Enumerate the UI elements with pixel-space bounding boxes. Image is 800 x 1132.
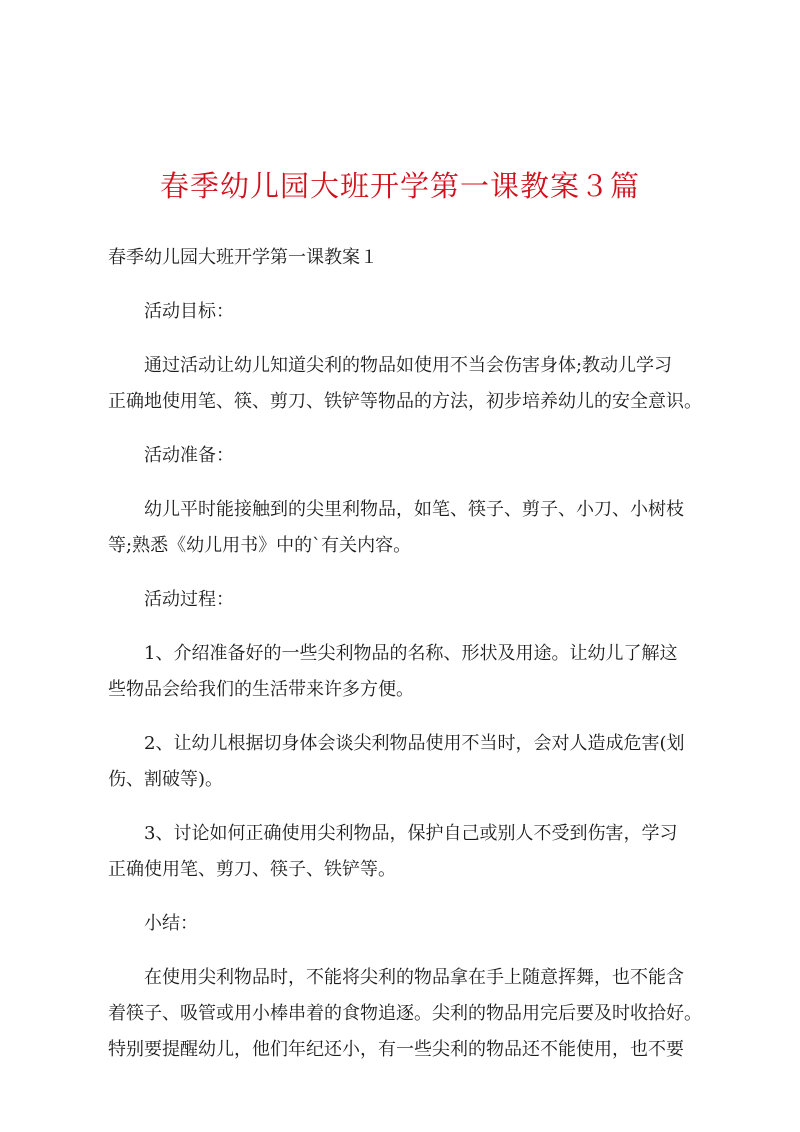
document-title: 春季幼儿园大班开学第一课教案３篇 — [159, 169, 640, 203]
paragraph-line: 1、介绍准备好的一些尖利物品的名称、形状及用途。让幼儿了解这 — [144, 643, 678, 664]
paragraph-line: 幼儿平时能接触到的尖里利物品，如笔、筷子、剪子、小刀、小树枝 — [144, 499, 684, 520]
paragraph-line: 等;熟悉《幼儿用书》中的`有关内容。 — [108, 535, 412, 556]
paragraph-line: 2、让幼儿根据切身体会谈尖利物品使用不当时，会对人造成危害(划 — [144, 733, 685, 754]
subheading-objectives: 活动目标： — [144, 301, 234, 322]
subheading-summary: 小结： — [144, 913, 198, 934]
paragraph-line: 通过活动让幼儿知道尖利的物品如使用不当会伤害身体;教动儿学习 — [144, 355, 673, 376]
paragraph-line: 3、讨论如何正确使用尖利物品，保护自己或别人不受到伤害，学习 — [144, 823, 678, 844]
document-body — [108, 240, 704, 1068]
paragraph-line: 特别要提醒幼儿，他们年纪还小，有一些尖利的物品还不能使用，也不要 — [108, 1039, 684, 1060]
paragraph-line: 在使用尖利物品时，不能将尖利的物品拿在手上随意挥舞，也不能含 — [144, 967, 684, 988]
subheading-preparation: 活动准备： — [144, 445, 234, 466]
paragraph-line: 些物品会给我们的生活带来许多方便。 — [108, 679, 414, 700]
paragraph-line: 正确地使用笔、筷、剪刀、铁铲等物品的方法，初步培养幼儿的安全意识。 — [108, 391, 702, 412]
section-heading: 春季幼儿园大班开学第一课教案１ — [108, 247, 378, 268]
paragraph-line: 伤、割破等)。 — [108, 769, 224, 790]
subheading-process: 活动过程： — [144, 589, 234, 610]
paragraph-line: 着筷子、吸管或用小棒串着的食物追逐。尖利的物品用完后要及时收拾好。 — [108, 1003, 702, 1024]
paragraph-line: 正确使用笔、剪刀、筷子、铁铲等。 — [108, 859, 396, 880]
